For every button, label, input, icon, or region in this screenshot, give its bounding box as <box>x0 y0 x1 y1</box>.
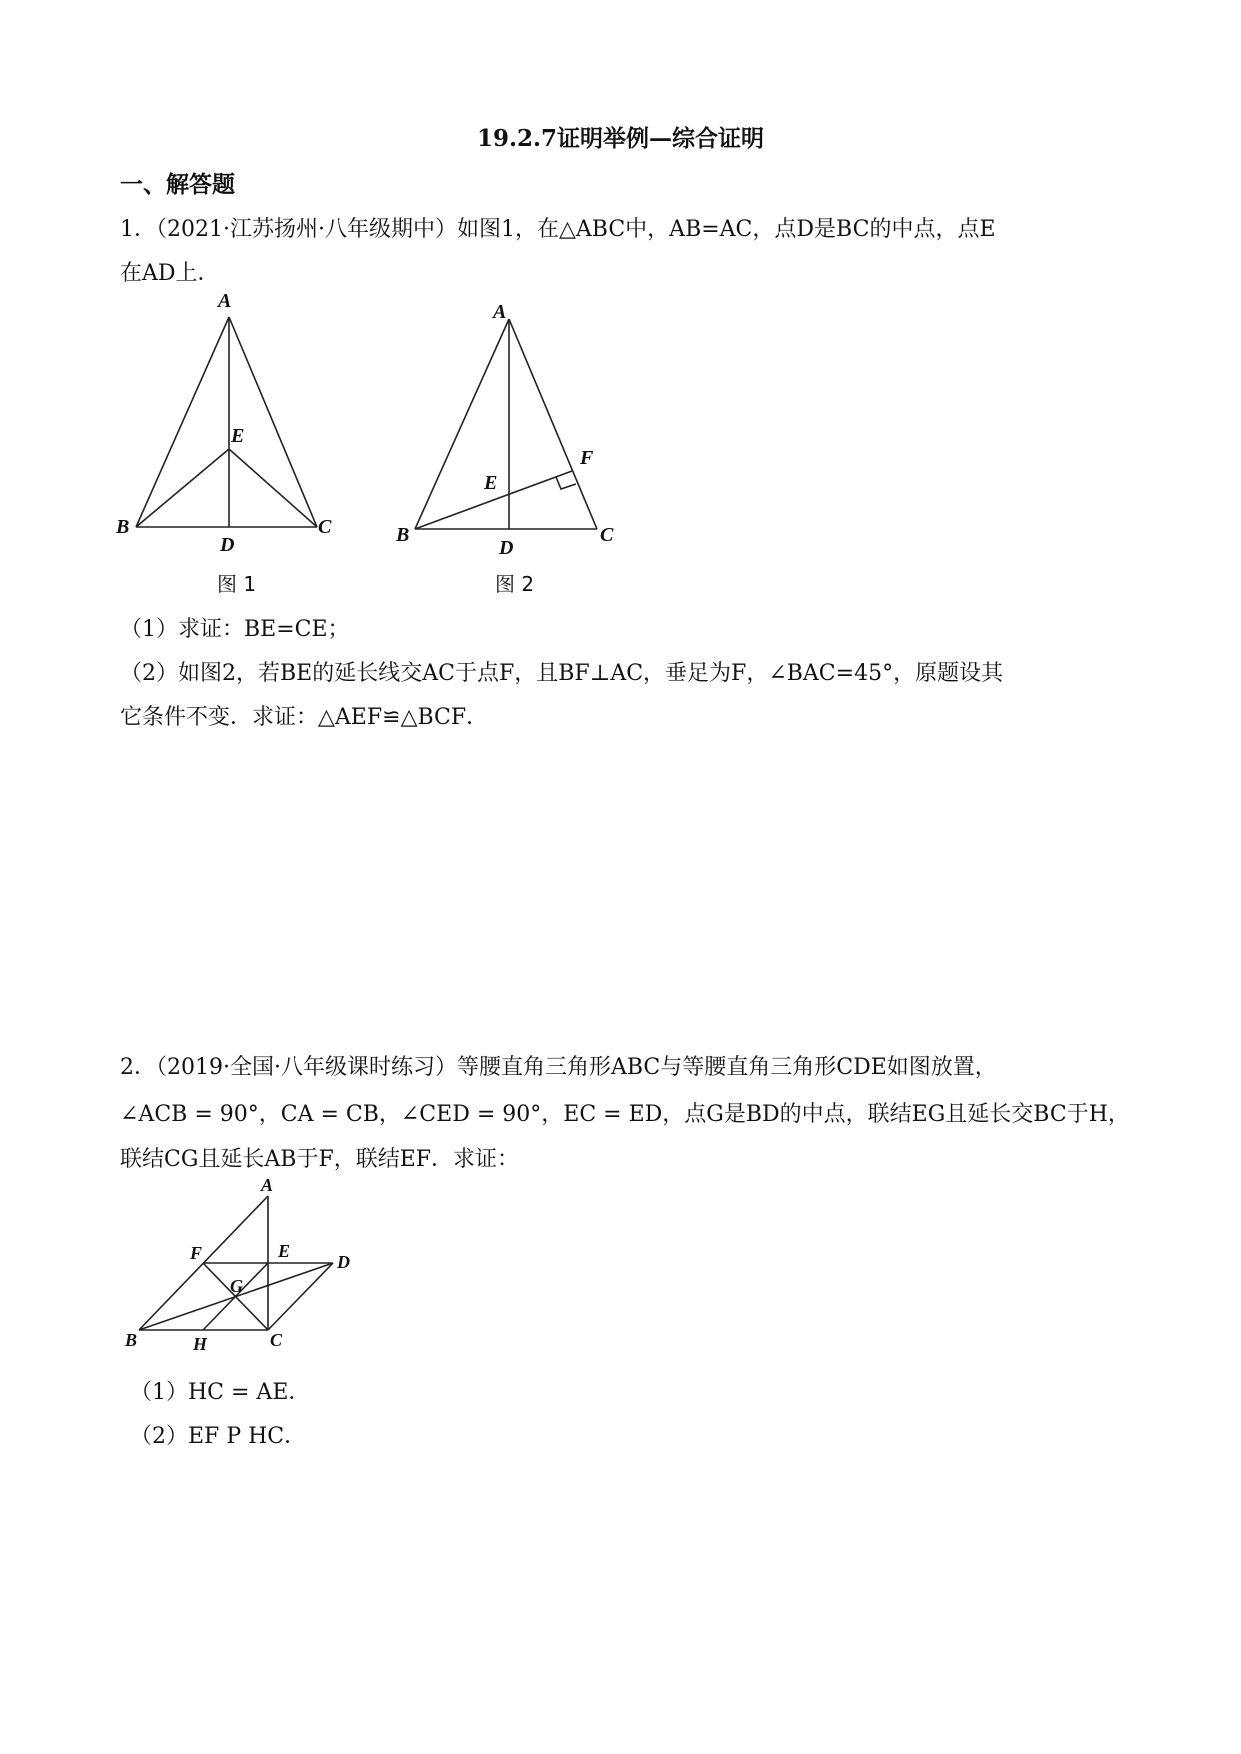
fig2-label-c: C <box>600 524 614 546</box>
fig1-side-ac <box>229 317 317 527</box>
fig2-label-d: D <box>499 537 514 559</box>
q2-fig-label-f: F <box>190 1243 203 1263</box>
q2-stem-line3: 联结CG且延长AB于F，联结EF．求证： <box>120 1147 520 1172</box>
q1-stem-line2: 在AD上． <box>120 261 220 286</box>
fig1-segment-ce <box>229 449 317 527</box>
q2-fig-label-g: G <box>230 1276 243 1296</box>
page-title: 19.2.7证明举例—综合证明 <box>476 125 765 152</box>
fig1-label-a: A <box>218 290 232 312</box>
q2-fig-label-d: D <box>337 1252 350 1272</box>
q2-stem-line1: 2．（2019·全国·八年级课时练习）等腰直角三角形ABC与等腰直角三角形CDE如图放置， <box>120 1055 997 1080</box>
fig1-label-d: D <box>220 534 235 556</box>
q2-fig-label-c: C <box>270 1330 283 1350</box>
fig2-side-ab <box>415 319 509 529</box>
fig1-caption: 图 1 <box>217 572 257 596</box>
q1-part2-line2: 它条件不变．求证：△AEF≌△BCF． <box>120 705 489 730</box>
fig2-caption: 图 2 <box>495 572 535 596</box>
q2-fig-label-b: B <box>125 1330 138 1350</box>
fig1-side-ab <box>136 317 229 527</box>
q2-fig-label-h: H <box>193 1334 208 1354</box>
fig2-side-ac <box>509 319 597 529</box>
q2-part1: （1）HC = AE． <box>130 1380 311 1405</box>
fig1-label-c: C <box>318 516 332 538</box>
q2-part2: （2）EF P HC． <box>130 1424 307 1449</box>
q2-stem-line2: ∠ACB = 90°，CA = CB，∠CED = 90°，EC = ED，点G是BD的中点，联结EG且延长交BC于H， <box>120 1102 1130 1127</box>
fig2-label-a: A <box>493 301 507 323</box>
q1-part2-line1: （2）如图2，若BE的延长线交AC于点F，且BF⊥AC，垂足为F，∠BAC=45°，原题设其 <box>120 661 1004 686</box>
fig2-right-angle-mark <box>556 477 576 489</box>
q2-fig-label-e: E <box>278 1241 291 1261</box>
q2-fig-label-a: A <box>261 1175 274 1195</box>
fig2-label-b: B <box>396 524 410 546</box>
q1-part1: （1）求证：BE=CE； <box>120 617 350 642</box>
fig1-segment-be <box>136 449 229 527</box>
fig2-label-f: F <box>580 447 594 469</box>
q1-stem-line1: 1．（2021·江苏扬州·八年级期中）如图1，在△ABC中，AB=AC，点D是BC的中点，点E <box>120 217 996 242</box>
section-heading: 一、解答题 <box>120 171 235 198</box>
fig2-label-e: E <box>484 472 498 494</box>
fig1-label-b: B <box>116 516 130 538</box>
fig1-label-e: E <box>231 425 245 447</box>
q2-fig-segment-cd <box>268 1263 333 1330</box>
